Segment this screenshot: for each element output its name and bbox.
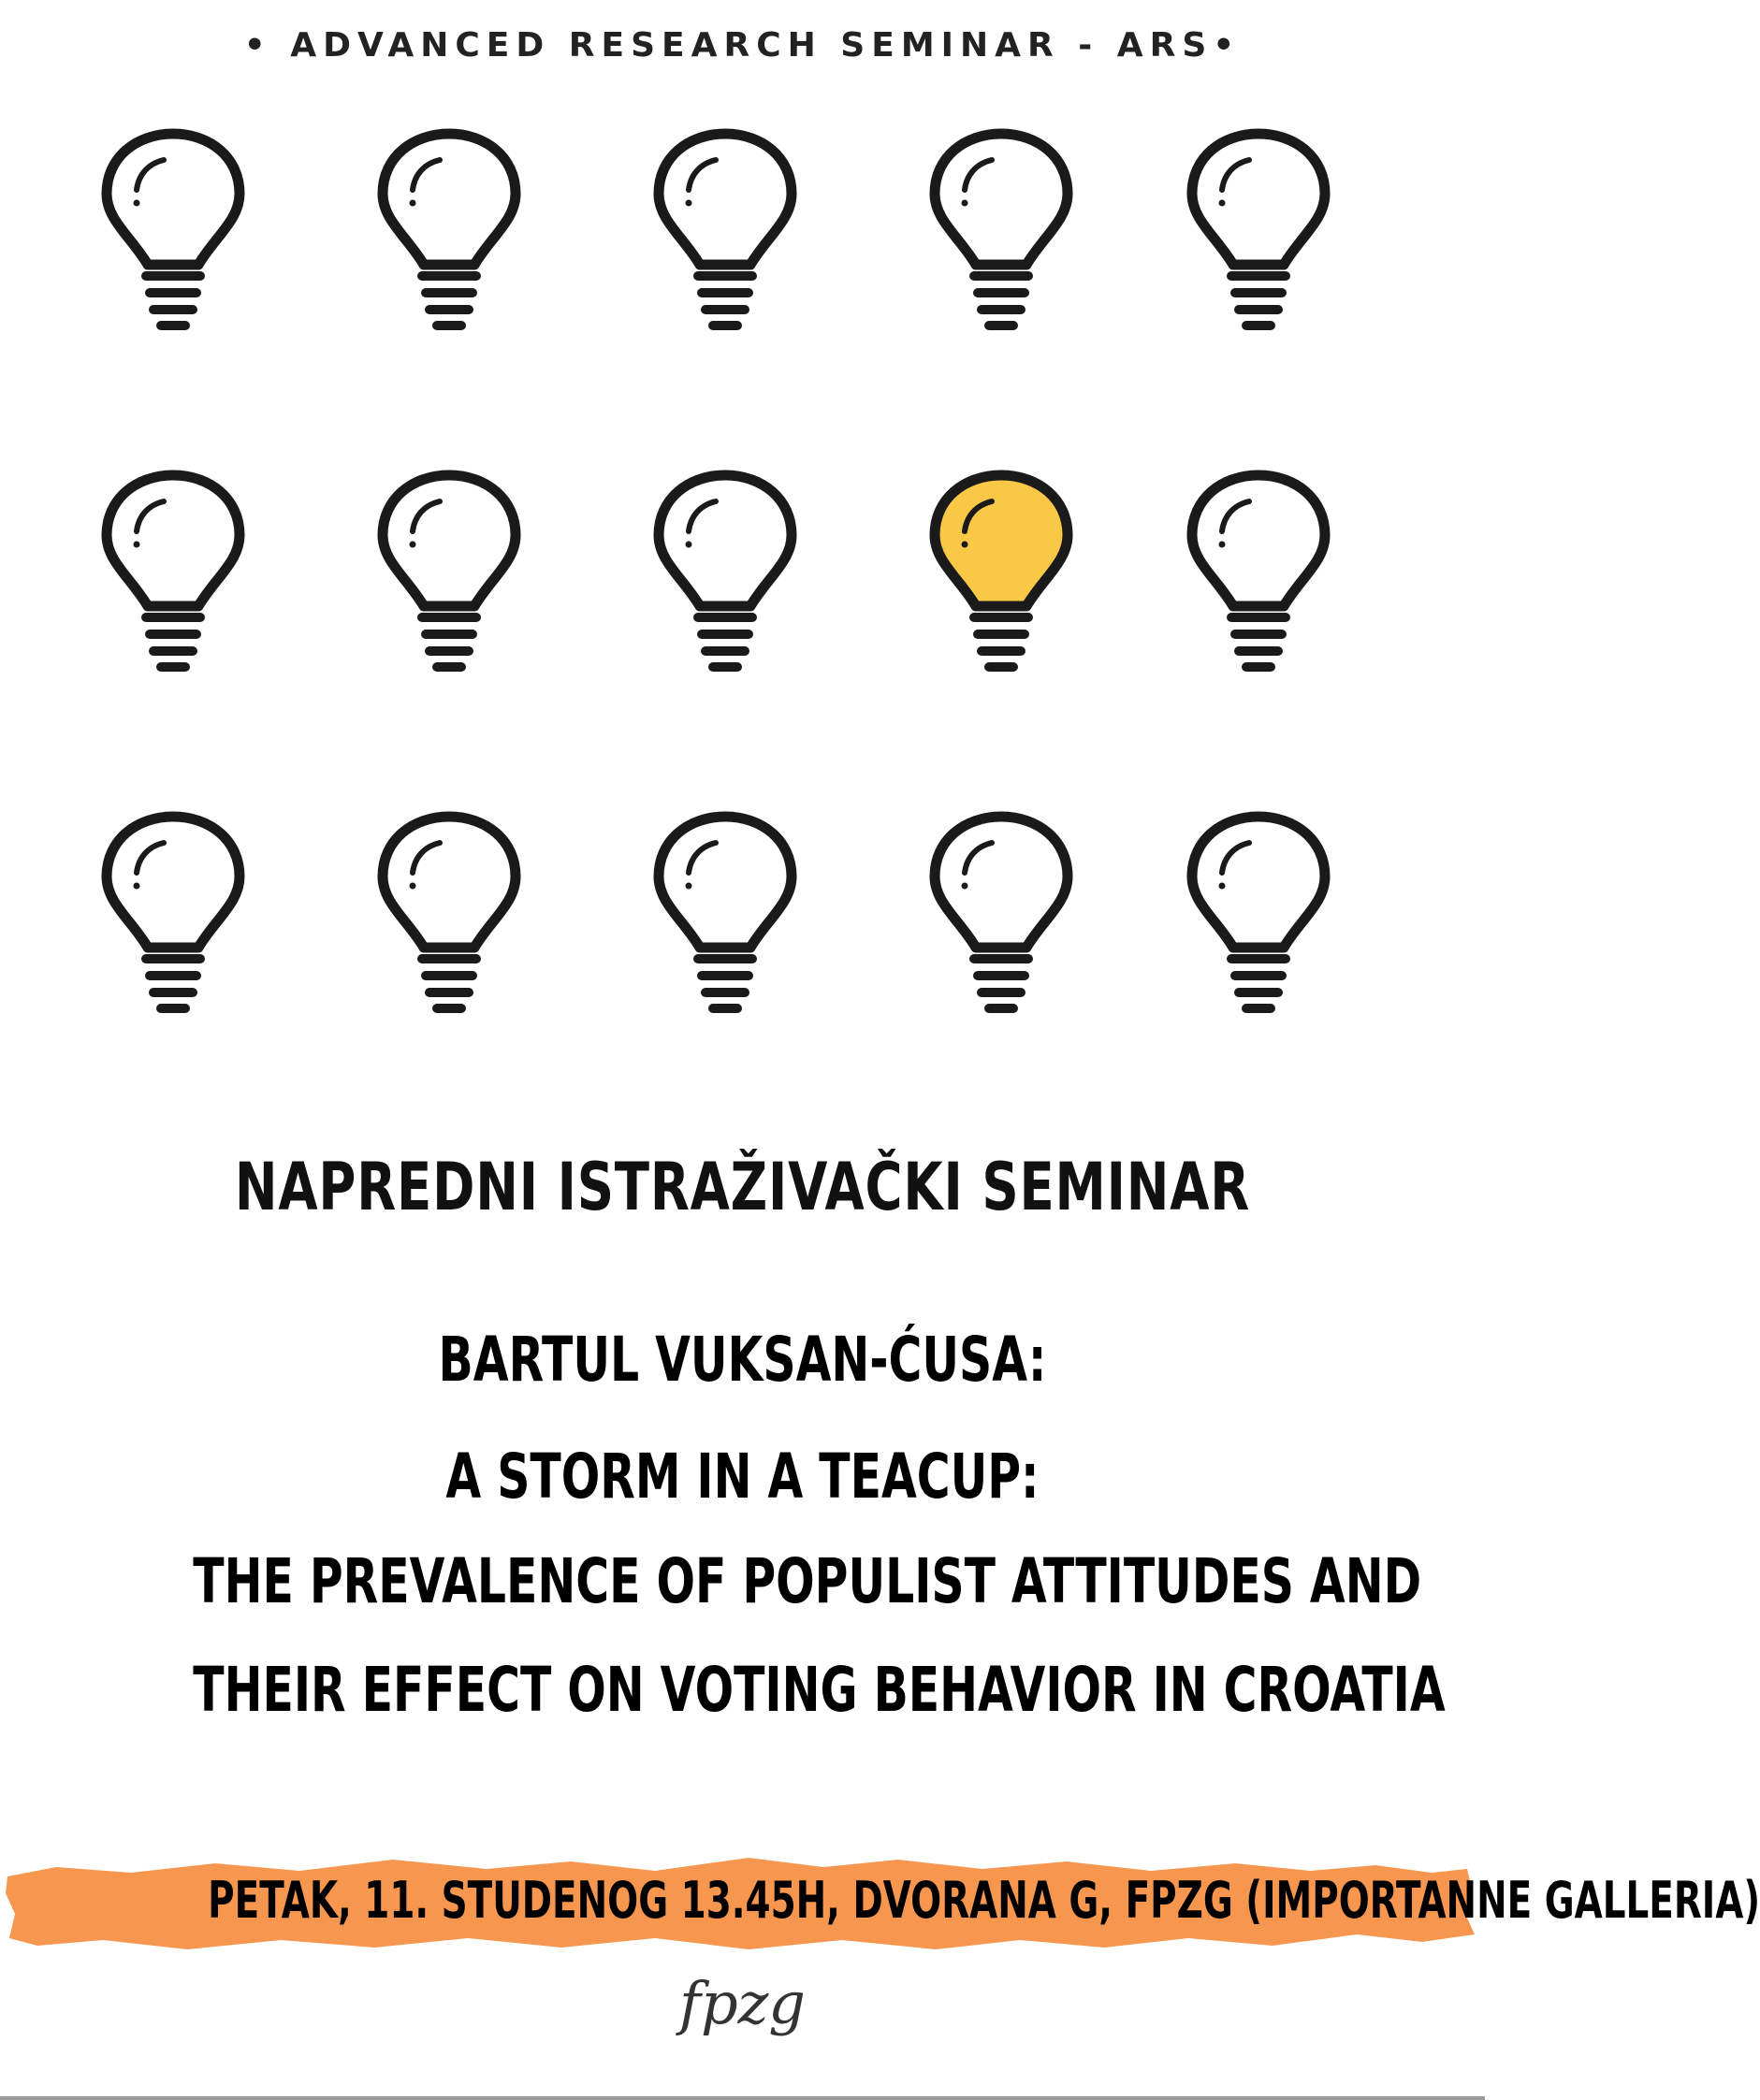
speaker-name: BARTUL VUKSAN-ĆUSA: xyxy=(438,1324,1047,1396)
light-bulb-icon xyxy=(94,809,253,1024)
light-bulb-icon xyxy=(922,809,1081,1024)
light-bulb-icon xyxy=(370,468,529,683)
light-bulb-icon xyxy=(646,809,805,1024)
seminar-title: NAPREDNI ISTRAŽIVAČKI SEMINAR xyxy=(234,1149,1251,1225)
talk-title-line-1: A STORM IN A TEACUP: xyxy=(445,1441,1040,1513)
talk-title-line-3: THEIR EFFECT ON VOTING BEHAVIOR IN CROATIA xyxy=(193,1654,1446,1726)
light-bulb-icon xyxy=(1179,809,1338,1024)
fpzg-logo: fpzg xyxy=(679,1969,806,2037)
page-bottom-rule xyxy=(0,2096,1485,2100)
talk-title-line-2: THE PREVALENCE OF POPULIST ATTITUDES AND xyxy=(193,1545,1422,1617)
light-bulb-icon xyxy=(370,809,529,1024)
light-bulb-icon xyxy=(1179,126,1338,341)
light-bulb-icon xyxy=(370,126,529,341)
light-bulb-icon xyxy=(646,126,805,341)
light-bulb-icon xyxy=(922,126,1081,341)
light-bulb-icon xyxy=(1179,468,1338,683)
series-header: • ADVANCED RESEARCH SEMINAR - ARS• xyxy=(243,26,1242,65)
light-bulb-icon xyxy=(646,468,805,683)
light-bulb-icon xyxy=(94,468,253,683)
event-details: PETAK, 11. STUDENOG 13.45H, DVORANA G, FPZG (IMPORTANNE GALLERIA) xyxy=(208,1871,1760,1930)
event-banner xyxy=(0,1848,1760,1961)
light-bulb-grid xyxy=(0,0,1485,1076)
light-bulb-lit-icon xyxy=(922,468,1081,683)
light-bulb-icon xyxy=(94,126,253,341)
